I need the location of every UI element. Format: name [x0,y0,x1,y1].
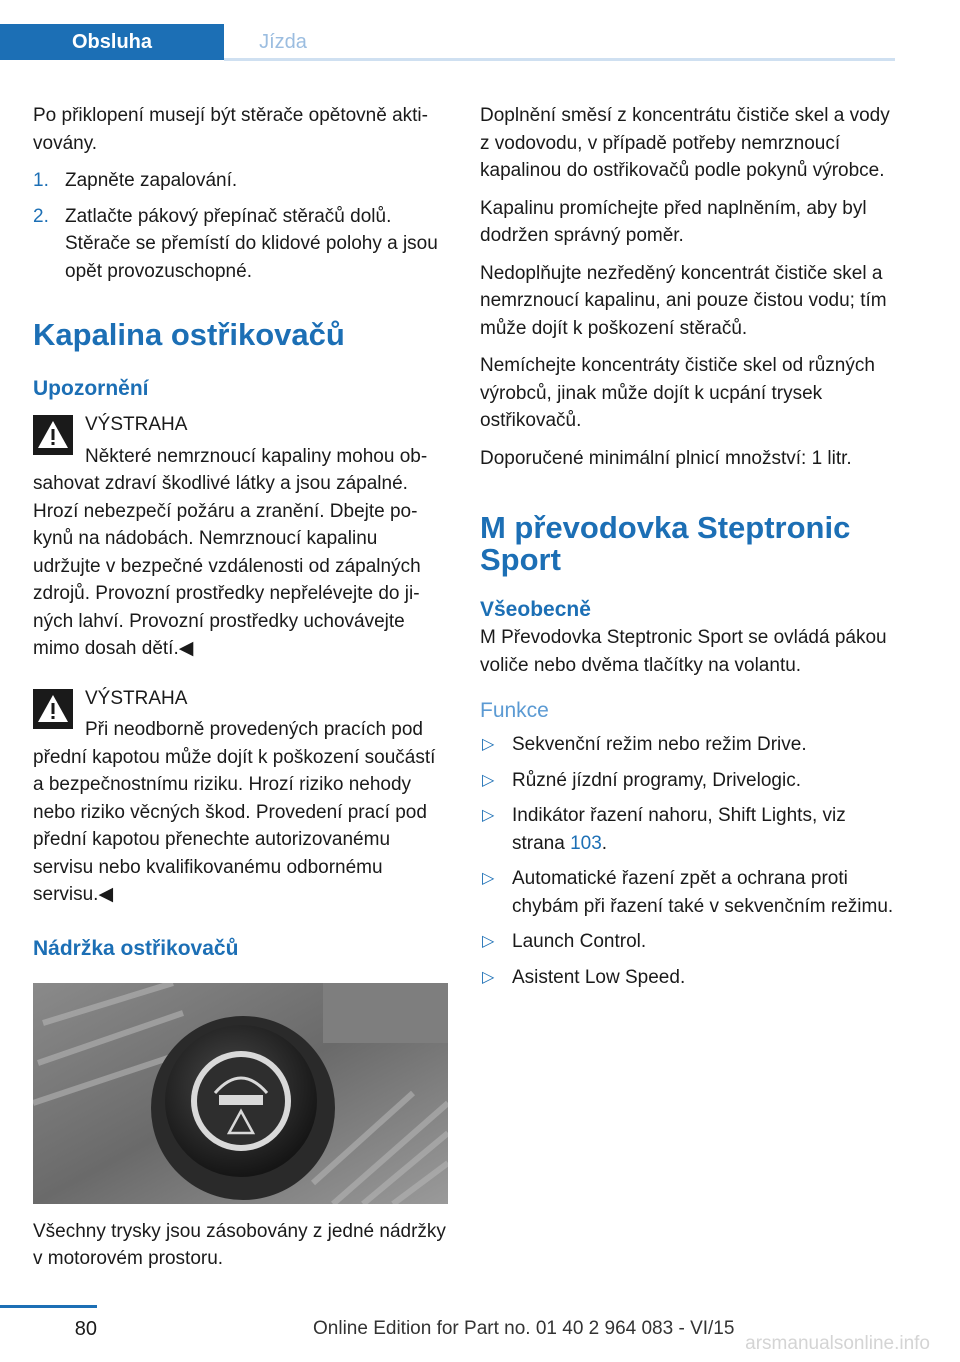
function-text: Sekvenční režim nebo režim Drive. [512,734,807,755]
tab-underline [224,58,895,61]
step-text: Zatlačte pákový přepínač stěračů dolů. Stěrače se přemístí do klidové polohy a jsou opět provozuschopné. [65,205,438,282]
function-text-end: . [601,832,608,854]
general-heading: Všeobecně [480,598,591,621]
warning-block [33,411,448,663]
reservoir-heading: Nádržka ostřikovačů [33,936,239,960]
chapter-tabs [0,24,895,60]
steps-list [33,167,448,285]
list-bullet-triangle-icon: ▷ [482,771,495,789]
warning-triangle-icon [33,689,73,729]
warning-label: VÝSTRAHA [85,687,188,709]
page-reference-link[interactable]: 103 [570,832,602,854]
functions-list [480,731,894,991]
paragraph: Nemíchejte koncentráty čističe skel od různých výrobců, jinak může dojít k ucpání trysek ostřikovačů. [480,355,875,431]
paragraph: Nedoplňujte nezředěný koncentrát čističe skel a nemrznoucí kapalinu, ani pouze čistou vodu; tím může dojít k poškození stěračů. [480,262,887,339]
warning-heading: Upozornění [33,377,149,400]
step-number: 2. [33,205,49,227]
general-text: M Převodovka Steptronic Sport se ovládá pákou voliče nebo dvěma tlačítky na volantu. [480,627,887,676]
tab-obsluha[interactable]: Obsluha [0,24,224,60]
left-column [33,102,448,1283]
list-item [480,964,894,992]
list-bullet-triangle-icon: ▷ [482,968,495,986]
washer-reservoir-photo [33,983,448,1204]
function-text: Launch Control. [512,931,647,952]
warning-text: Při neodborně provedených pracích pod přední kapotou může dojít k poškození součástí a bezpečnostnímu riziku. Hrozí riziko nehody nebo riziko věcných škod. Provedení prací pod přední kapotou přenechte autorizovanému servisu nebo kvalifikovanému odbornému servisu.◀ [33,719,436,905]
tab-jizda[interactable]: Jízda [259,31,307,53]
reservoir-text: Všechny trysky jsou zásobovány z jedné nádržky v motorovém prostoru. [33,1220,446,1269]
list-item [33,167,448,195]
list-item [480,802,894,857]
paragraph: Doporučené minimální plnicí množství: 1 litr. [480,447,852,469]
warning-block [33,685,448,909]
function-text: Asistent Low Speed. [512,966,686,988]
functions-heading: Funkce [480,699,549,722]
list-item [480,731,894,759]
section-title-washer-fluid: Kapalina ostřikovačů [33,317,345,352]
list-bullet-triangle-icon: ▷ [482,807,495,824]
page-number: 80 [74,1318,97,1340]
list-item [33,203,448,286]
function-text: Automatické řazení zpět a ochrana proti chybám při řazení také v sekvenčním režimu. [512,868,894,917]
warning-text: Některé nemrznoucí kapaliny mohou obsahovat zdraví škodlivé látky a jsou zápalné. Hrozí nebezpečí požáru a zranění. Dbejte pokynů na nádobách. Nemrznoucí kapalinu udržujte v bezpečné vzdálenosti od zápalných zdrojů. Provozní prostředky nepřelévejte do jiných lahví. Provozní prostředky uchovávejte mimo dosah dětí.◀ [33,445,428,659]
step-text: Zapněte zapalování. [65,170,238,191]
edition-text: Online Edition for Part no. 01 40 2 964 083 - VI/15 [313,1318,735,1339]
footer-rule [0,1305,97,1308]
paragraph: Kapalinu promíchejte před naplněním, aby byl dodržen správný poměr. [480,197,867,246]
right-column [480,102,894,999]
list-item [480,865,894,920]
warning-triangle-icon [33,415,73,455]
intro-paragraph: Po přiklopení musejí být stěrače opětovně aktivovány. [33,105,428,154]
watermark: arsmanualsonline.info [745,1333,930,1354]
list-item [480,928,894,956]
step-number: 1. [33,170,49,191]
section-title-transmission: M převodovka Steptronic Sport [480,510,851,577]
list-bullet-triangle-icon: ▷ [482,933,495,950]
function-text: Indikátor řazení nahoru, Shift Lights, viz strana [512,805,846,854]
list-bullet-triangle-icon: ▷ [482,736,495,753]
function-text: Různé jízdní programy, Drivelogic. [512,769,801,791]
warning-label: VÝSTRAHA [85,414,188,435]
list-bullet-triangle-icon: ▷ [482,870,495,887]
list-item [480,767,894,795]
paragraph: Doplnění směsí z koncentrátu čističe skel a vody z vodovodu, v případě potřeby nemrznoucí kapalinou do ostřikovačů podle pokynů výrobce. [480,105,890,181]
